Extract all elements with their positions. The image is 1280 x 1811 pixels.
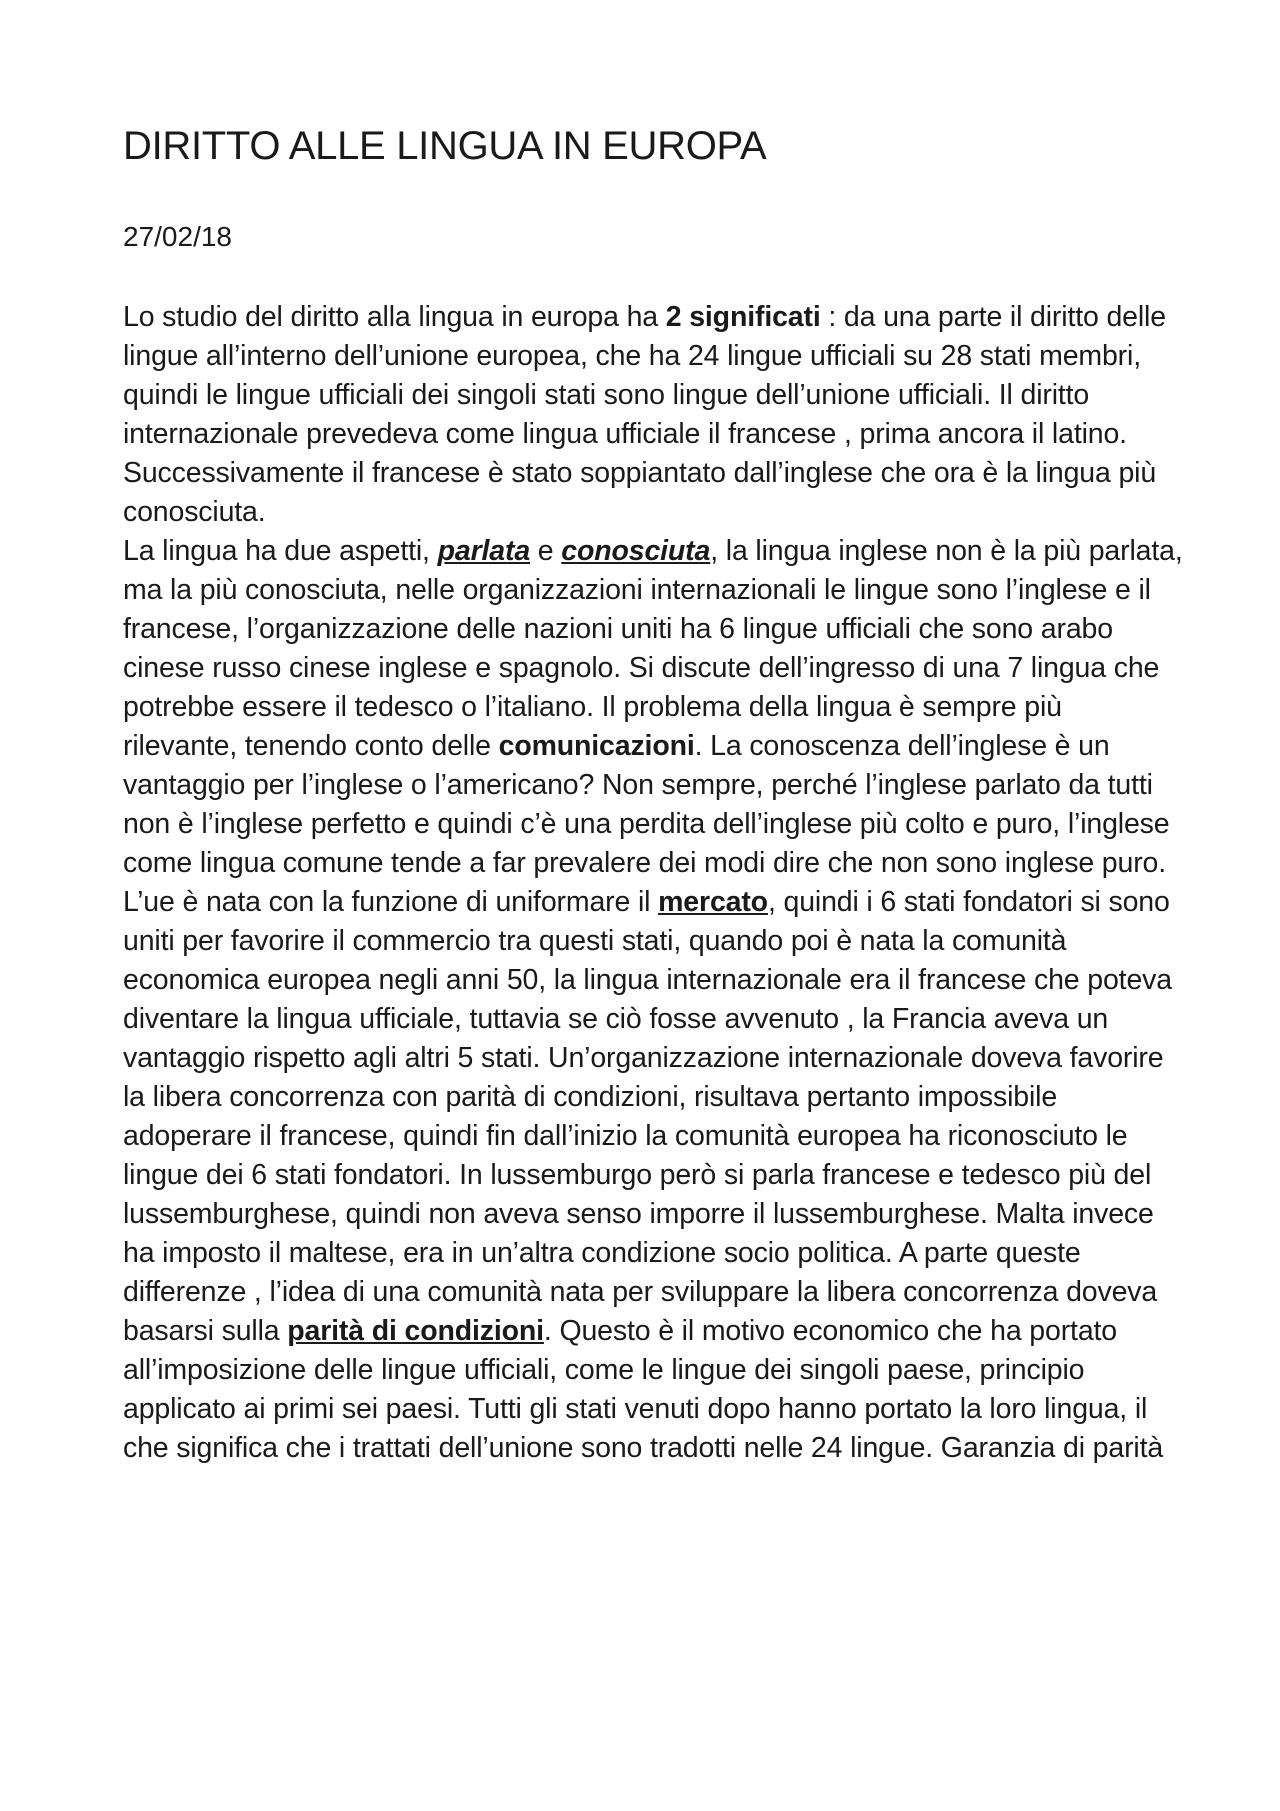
underlined-term: mercato (658, 886, 768, 918)
text-run: . Questo è il motivo economico che ha portato all’imposizione delle lingue ufficiali, come le lingue dei singoli paese, principio applicato ai primi sei paesi. Tutti gli stati venuti dopo hanno portato la loro lingua, il che significa che i trattati dell’unione sono tradotti nelle 24 lingue. Garanzia di parità (123, 1315, 1164, 1464)
text-run: e (530, 535, 562, 567)
underlined-term: parità di condizioni (287, 1315, 544, 1347)
emphasis-term: conosciuta (561, 535, 711, 567)
bold-term: 2 significati (665, 301, 821, 333)
bold-term: comunicazioni (498, 730, 695, 762)
paragraph-1 (123, 298, 1183, 532)
paragraph-2 (123, 532, 1183, 883)
text-run: . La conoscenza dell’inglese è un vantaggio per l’inglese o l’americano? Non sempre, perché l’inglese parlato da tutti non è l’inglese perfetto e quindi c’è una perdita dell’inglese più colto e puro, l’inglese come lingua comune tende a far prevalere dei modi dire che non sono inglese puro. (123, 730, 1170, 879)
text-run: : da una parte il diritto delle lingue all’interno dell’unione europea, che ha 24 lingue ufficiali su 28 stati membri, quindi le lingue ufficiali dei singoli stati sono lingue dell’unione ufficiali. Il diritto internazionale prevedeva come lingua ufficiale il francese , prima ancora il latino. Successivamente il francese è stato soppiantato dall’inglese che ora è la lingua più conosciuta. (123, 301, 1166, 528)
text-run: , la lingua inglese non è la più parlata, ma la più conosciuta, nelle organizzazioni internazionali le lingue sono l’inglese e il francese, l’organizzazione delle nazioni uniti ha 6 lingue ufficiali che sono arabo cinese russo cinese inglese e spagnolo. Si discute dell’ingresso di una 7 lingua che potrebbe essere il tedesco o l’italiano. Il problema della lingua è sempre più rilevante, tenendo conto delle (123, 535, 1183, 762)
document-page (123, 122, 1183, 1468)
text-run: La lingua ha due aspetti, (123, 535, 438, 567)
paragraph-3 (123, 883, 1183, 1468)
document-body (123, 298, 1183, 1468)
text-run: Lo studio del diritto alla lingua in europa ha (123, 301, 666, 333)
text-run: , quindi i 6 stati fondatori si sono uniti per favorire il commercio tra questi stati, quando poi è nata la comunità economica europea negli anni 50, la lingua internazionale era il francese che poteva diventare la lingua ufficiale, tuttavia se ciò fosse avvenuto , la Francia aveva un vantaggio rispetto agli altri 5 stati. Un’organizzazione internazionale doveva favorire la libera concorrenza con parità di condizioni, risultava pertanto impossibile adoperare il francese, quindi fin dall’inizio la comunità europea ha riconosciuto le lingue dei 6 stati fondatori. In lussemburgo però si parla francese e tedesco più del lussemburghese, quindi non aveva senso imporre il lussemburghese. Malta invece ha imposto il maltese, era in un’altra condizione socio politica. A parte queste differenze , l’idea di una comunità nata per sviluppare la libera concorrenza doveva basarsi sulla (123, 886, 1172, 1347)
document-date: 27/02/18 (123, 221, 232, 252)
document-title: DIRITTO ALLE LINGUA IN EUROPA (123, 124, 767, 168)
text-run: L’ue è nata con la funzione di uniformare il (123, 886, 659, 918)
emphasis-term: parlata (437, 535, 531, 567)
